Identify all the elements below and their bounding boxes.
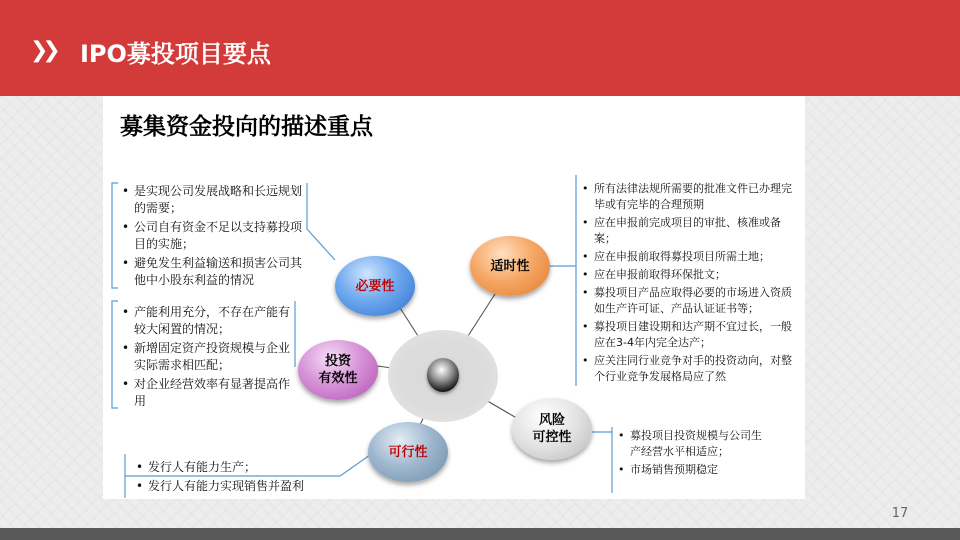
list-item: • 产能利用充分，不存在产能有较大闲置的情况； bbox=[120, 304, 290, 338]
list-item: • 募投项目投资规模与公司生产经营水平相适应； bbox=[616, 428, 766, 460]
node-risk-label: 风险 可控性 bbox=[532, 413, 572, 445]
node-timeliness-label: 适时性 bbox=[490, 258, 530, 274]
risk-points bbox=[616, 428, 766, 480]
node-feasibility bbox=[368, 422, 448, 482]
list-item: • 发行人有能力生产； bbox=[134, 459, 334, 476]
node-feasibility-label: 可行性 bbox=[388, 444, 428, 460]
list-item: • 应在申报前取得募投项目所需土地； bbox=[580, 249, 802, 265]
page-title: IPO募投项目要点 bbox=[80, 40, 271, 68]
list-item: • 所有法律法规所需要的批准文件已办理完毕或有完毕的合理预期 bbox=[580, 181, 802, 213]
list-item: • 募投项目产品应取得必要的市场进入资质如生产许可证、产品认证证书等； bbox=[580, 285, 802, 317]
effectiveness-bracket bbox=[112, 301, 118, 408]
list-item: • 发行人有能力实现销售并盈利 bbox=[134, 478, 334, 495]
list-item: • 对企业经营效率有显著提高作用 bbox=[120, 376, 290, 410]
bottom-bar bbox=[0, 528, 960, 540]
node-effectiveness-label: 投资 有效性 bbox=[318, 354, 358, 386]
node-investment-effectiveness bbox=[298, 340, 378, 400]
node-necessity-label: 必要性 bbox=[355, 278, 395, 294]
double-chevron-icon: ❯❯ bbox=[30, 38, 55, 63]
panel-title: 募集资金投向的描述重点 bbox=[120, 114, 373, 140]
feasibility-points bbox=[134, 459, 334, 497]
node-timeliness bbox=[470, 236, 550, 296]
list-item: • 公司自有资金不足以支持募投项目的实施； bbox=[120, 219, 305, 253]
list-item: • 募投项目建设期和达产期不宜过长，一般应在3-4年内完全达产； bbox=[580, 319, 802, 351]
list-item: • 应关注同行业竞争对手的投资动向，对整个行业竞争发展格局应了然 bbox=[580, 353, 802, 385]
timeliness-points bbox=[580, 181, 802, 387]
node-necessity bbox=[335, 256, 415, 316]
list-item: • 避免发生利益输送和损害公司其他中小股东利益的情况 bbox=[120, 255, 305, 289]
effectiveness-points bbox=[120, 304, 290, 412]
node-risk-controllability bbox=[512, 398, 592, 460]
page-number: 17 bbox=[891, 506, 909, 521]
list-item: • 应在申报前取得环保批文； bbox=[580, 267, 802, 283]
necessity-bracket bbox=[112, 183, 118, 288]
list-item: • 是实现公司发展战略和长远规划的需要； bbox=[120, 183, 305, 217]
necessity-points bbox=[120, 183, 305, 291]
necessity-line bbox=[307, 183, 335, 260]
list-item: • 新增固定资产投资规模与企业实际需求相匹配； bbox=[120, 340, 290, 374]
list-item: • 市场销售预期稳定 bbox=[616, 462, 766, 478]
list-item: • 应在申报前完成项目的审批、核准或备案； bbox=[580, 215, 802, 247]
center-hub bbox=[427, 358, 459, 392]
